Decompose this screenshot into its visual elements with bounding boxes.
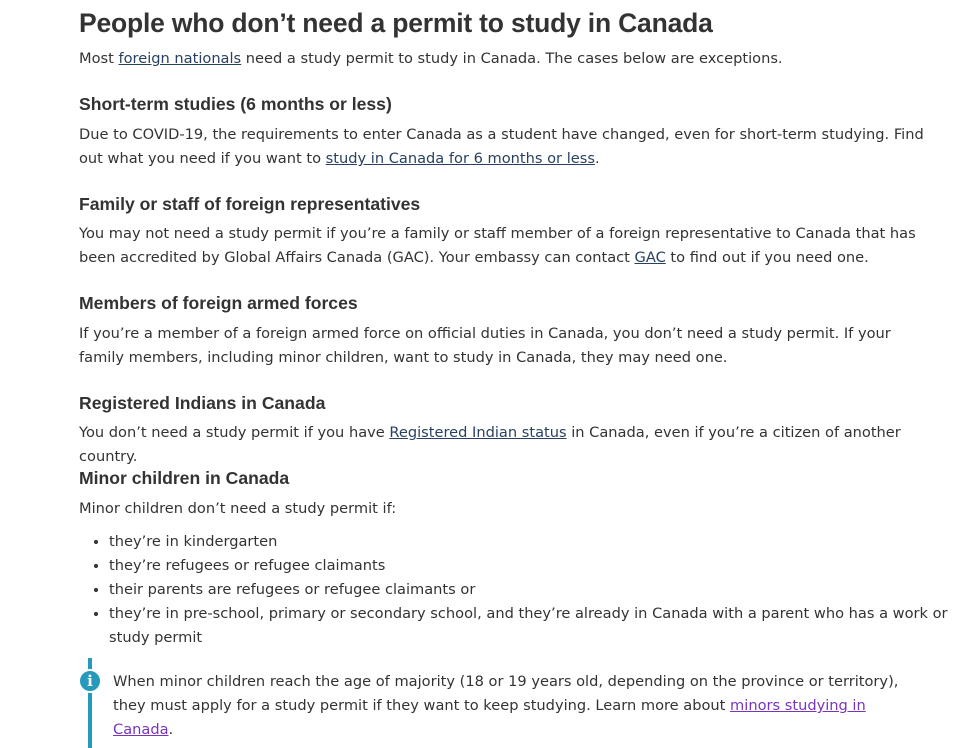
heading-foreign-reps: Family or staff of foreign representatives — [79, 194, 421, 214]
study-6-months-link[interactable]: study in Canada for 6 months or less — [325, 150, 595, 167]
list-item: • they’re refugees or refugee claimants — [109, 554, 949, 578]
short-term-text-start: Due to COVID-19, the requirements to enter Canada as a student have changed, even for short-term studying. Find out what you need if you want to — [79, 126, 924, 167]
intro-paragraph — [79, 47, 939, 71]
list-item: • they’re in kindergarten — [109, 530, 949, 554]
intro-text-start: Most — [79, 50, 119, 67]
foreign-reps-paragraph — [79, 222, 939, 270]
gac-link[interactable]: GAC — [634, 249, 666, 266]
minor-children-lead: Minor children don’t need a study permit if: — [79, 500, 397, 517]
heading-registered-indians: Registered Indians in Canada — [79, 393, 326, 413]
short-term-text-end: . — [594, 150, 600, 167]
registered-indian-status-link[interactable]: Registered Indian status — [389, 424, 567, 441]
info-alert — [88, 658, 948, 748]
list-item: • they’re in pre-school, primary or secondary school, and they’re already in Canada with a parent who has a work or study permit — [109, 602, 949, 650]
list-item: • their parents are refugees or refugee claimants or — [109, 578, 949, 602]
registered-indians-paragraph — [79, 421, 939, 469]
alert-text — [113, 670, 923, 742]
registered-indians-text-end: in Canada, even if you’re a citizen of another country. — [79, 424, 901, 465]
minors-studying-link[interactable]: minors studying in Canada — [113, 697, 866, 738]
registered-indians-text-start: You don’t need a study permit if you have — [79, 424, 390, 441]
heading-minor-children: Minor children in Canada — [79, 468, 290, 488]
foreign-nationals-link[interactable]: foreign nationals — [118, 50, 242, 67]
armed-forces-paragraph: If you’re a member of a foreign armed force on official duties in Canada, you don’t need a study permit. If your family members, including minor children, want to study in Canada, they may need one. — [79, 325, 891, 366]
alert-text-start: When minor children reach the age of majority (18 or 19 years old, depending on the province or territory), they must apply for a study permit if they want to keep studying. Learn more about — [113, 673, 899, 714]
page-title: People who don’t need a permit to study in Canada — [79, 8, 713, 38]
foreign-reps-text-start: You may not need a study permit if you’re a family or staff member of a foreign representative to Canada that has been accredited by Global Affairs Canada (GAC). Your embassy can contact — [79, 225, 916, 266]
foreign-reps-text-end: to find out if you need one. — [665, 249, 869, 266]
heading-armed-forces: Members of foreign armed forces — [79, 293, 358, 313]
minor-children-list — [79, 530, 949, 650]
info-icon: i — [78, 669, 102, 693]
intro-text-end: need a study permit to study in Canada. The cases below are exceptions. — [241, 50, 783, 67]
heading-short-term: Short-term studies (6 months or less) — [79, 94, 392, 114]
alert-text-end: . — [168, 721, 174, 738]
short-term-paragraph — [79, 123, 939, 171]
